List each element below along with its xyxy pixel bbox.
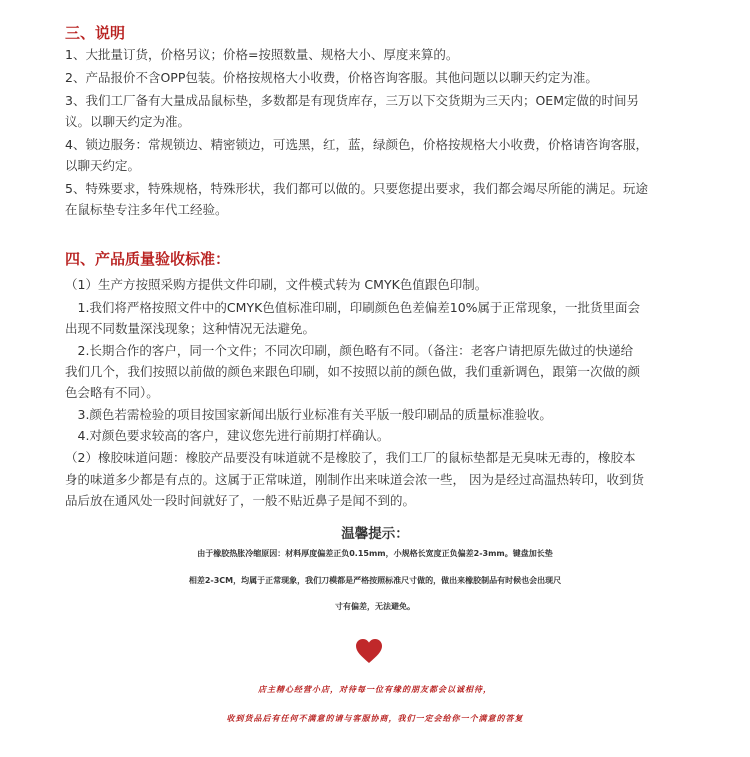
section-4-line: 品后放在通风处一段时间就好了，一般不贴近鼻子是闻不到的。 — [65, 493, 416, 508]
section-3-line: 1、大批量订货，价格另议；价格=按照数量、规格大小、厚度来算的。 — [65, 47, 459, 62]
tips-line: 相差2-3CM，均属于正常现象，我们刀模都是严格按照标准尺寸做的，做出来橡胶制品有时候也会出现尺 — [188, 576, 562, 585]
section-4-title: 四、产品质量验收标准： — [65, 250, 231, 268]
section-3-line: 2、产品报价不含OPP包装。价格按规格大小收费，价格咨询客服。其他问题以以聊天约定为准。 — [65, 70, 598, 85]
section-3-line: 以聊天约定。 — [65, 158, 141, 173]
section-4-line: （1）生产方按照采购方提供文件印刷，文件模式转为 CMYK色值跟色印制。 — [65, 277, 488, 292]
section-3-line: 4、锁边服务：常规锁边、精密锁边，可选黑，红，蓝，绿颜色，价格按规格大小收费，价格请咨询客服， — [65, 137, 648, 152]
section-4-line: 2.长期合作的客户，同一个文件；不同次印刷，颜色略有不同。（备注：老客户请把原先做过的快递给 — [65, 343, 634, 358]
section-4-line: 身的味道多少都是有点的。这属于正常味道，刚制作出来味道会浓一些， 因为是经过高温热转印，收到货 — [65, 472, 644, 487]
section-4-line: 3.颜色若需检验的项目按国家新闻出版行业标准有关平版一般印刷品的质量标准验收。 — [65, 407, 552, 422]
section-4-line: 出现不同数量深浅现象；这种情况无法避免。 — [65, 321, 316, 336]
section-4-line: 1.我们将严格按照文件中的CMYK色值标准印刷，印刷颜色色差偏差10%属于正常现象，一批货里面会 — [65, 300, 641, 315]
section-3-line: 在鼠标垫专注多年代工经验。 — [65, 202, 228, 217]
section-3-line: 议。以聊天约定为准。 — [65, 114, 191, 129]
tips-line: 寸有偏差，无法避免。 — [335, 602, 415, 611]
tips-title: 温馨提示： — [341, 526, 409, 542]
closing-line: 店主精心经营小店，对待每一位有缘的朋友都会以诚相待， — [258, 684, 492, 694]
section-4-line: （2）橡胶味道问题：橡胶产品要没有味道就不是橡胶了，我们工厂的鼠标垫都是无臭味无毒的，橡胶本 — [65, 450, 636, 465]
section-3-title: 三、说明 — [65, 24, 126, 42]
tips-line: 由于橡胶热胀冷缩原因：材料厚度偏差正负0.15mm，小规格长宽度正负偏差2-3mm。键盘加长垫 — [197, 549, 553, 558]
section-4-line: 我们几个，我们按照以前做的颜色来跟色印刷，如不按照以前的颜色做，我们重新调色，跟第一次做的颜 — [65, 364, 641, 379]
section-4-line: 色会略有不同）。 — [65, 385, 159, 400]
heart-icon — [355, 638, 383, 664]
section-3-line: 3、我们工厂备有大量成品鼠标垫，多数都是有现货库存，三万以下交货期为三天内；OEM定做的时间另 — [65, 93, 639, 108]
closing-line: 收到货品后有任何不满意的请与客服协商，我们一定会给你一个满意的答复 — [226, 713, 524, 723]
section-3-line: 5、特殊要求，特殊规格，特殊形状，我们都可以做的。只要您提出要求，我们都会竭尽所能的满足。玩途 — [65, 181, 648, 196]
section-4-line: 4.对颜色要求较高的客户，建议您先进行前期打样确认。 — [65, 428, 390, 443]
